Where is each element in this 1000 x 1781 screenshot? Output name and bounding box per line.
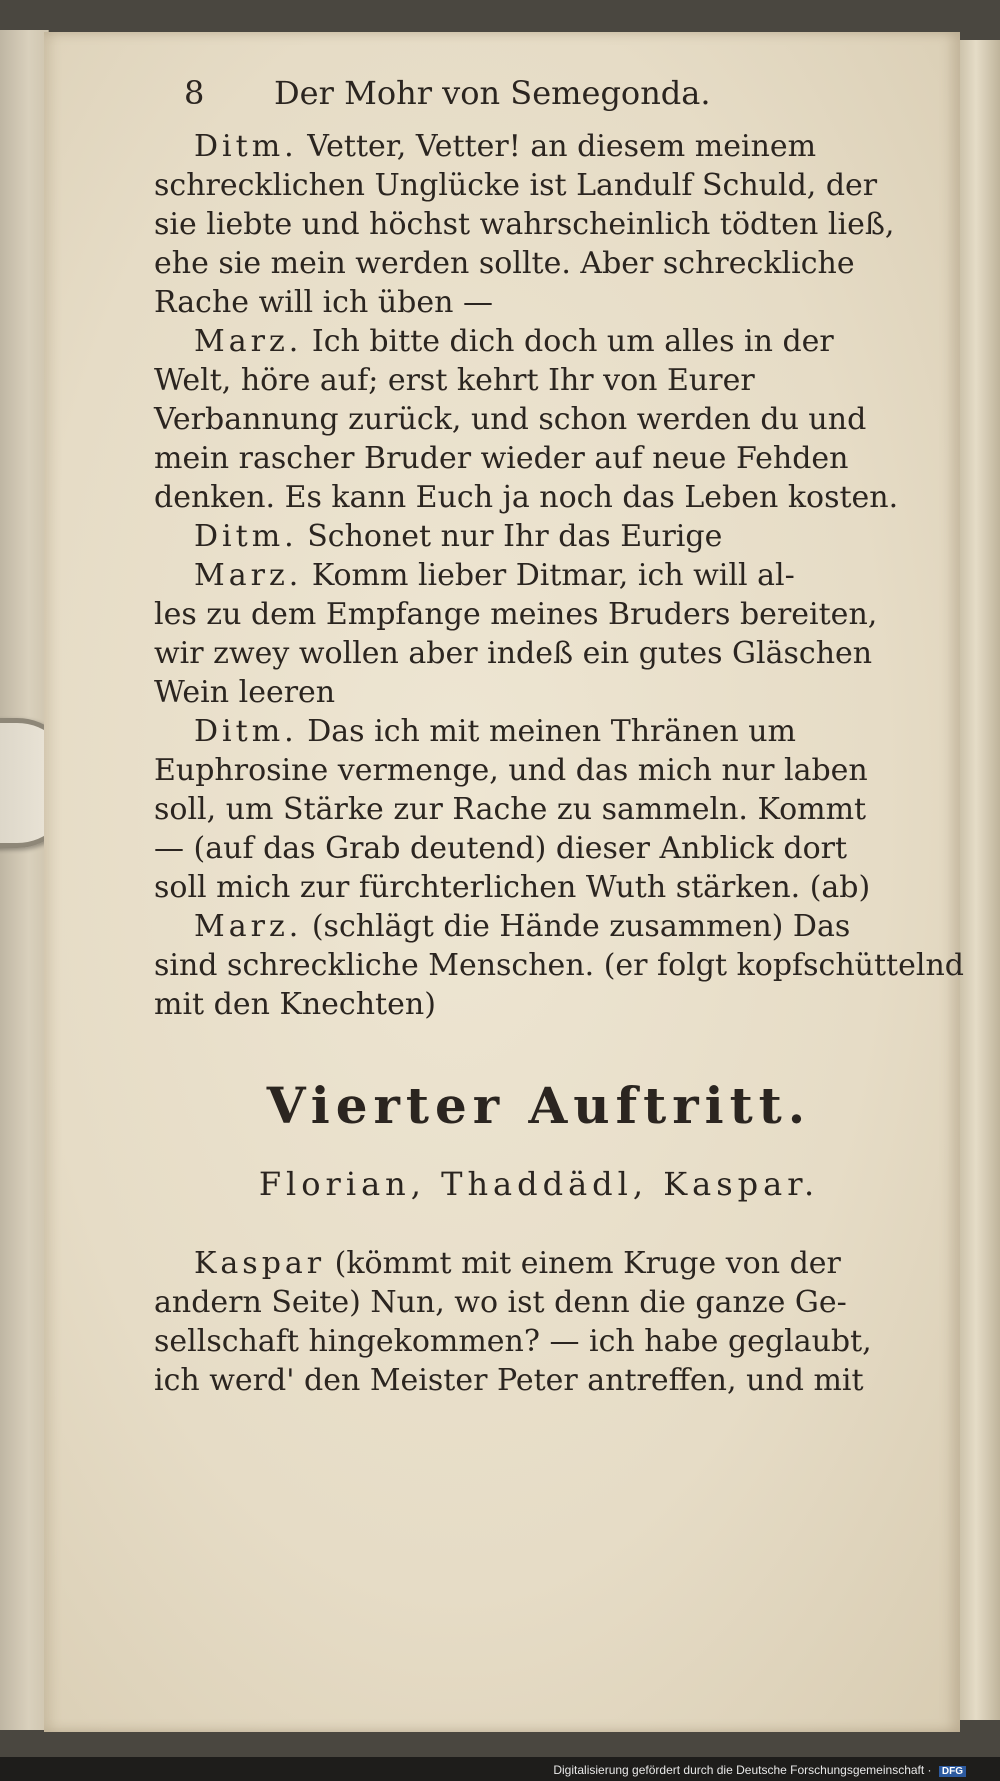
text-line: [154, 634, 924, 673]
line-text: sellschaft hingekommen? — ich habe geglaubt,: [154, 1324, 872, 1359]
line-text: Ich bitte dich doch um alles in der: [311, 324, 834, 359]
text-line: [154, 1361, 924, 1400]
running-title: Der Mohr von Semegonda.: [274, 74, 711, 112]
book-left-edge: [0, 30, 49, 1730]
text-line: [154, 322, 924, 361]
line-text: soll, um Stärke zur Rache zu sammeln. Kommt: [154, 792, 867, 827]
book-page: [44, 32, 964, 1732]
line-text: mein rascher Bruder wieder auf neue Fehden: [154, 441, 849, 476]
text-line: [154, 712, 924, 751]
line-text: soll mich zur fürchterlichen Wuth stärken. (ab): [154, 870, 871, 905]
text-line: [154, 751, 924, 790]
line-text: denken. Es kann Euch ja noch das Leben kosten.: [154, 480, 899, 515]
text-line: [154, 244, 924, 283]
text-line: [154, 1322, 924, 1361]
line-text: — (auf das Grab deutend) dieser Anblick dort: [154, 831, 848, 866]
speaker-name: Kaspar: [194, 1246, 326, 1281]
speech-paragraph: [154, 907, 964, 1024]
line-text: Das ich mit meinen Thränen um: [307, 714, 796, 749]
text-line: [154, 166, 924, 205]
text-line: [154, 205, 924, 244]
speaker-name: Marz.: [194, 558, 303, 593]
text-line: [154, 400, 924, 439]
text-line: [154, 1283, 924, 1322]
speaker-name: Marz.: [194, 324, 303, 359]
line-text: (kömmt mit einem Kruge von der: [334, 1246, 841, 1281]
line-text: Wein leeren: [154, 675, 336, 710]
speaker-name: Ditm.: [194, 129, 298, 164]
speech-paragraph: [154, 127, 924, 322]
dfg-logo: DFG: [939, 1766, 966, 1777]
text-line: [154, 478, 924, 517]
text-line: [154, 985, 924, 1024]
text-line: [154, 439, 924, 478]
speech-paragraph: [154, 517, 924, 556]
text-line: [154, 907, 924, 946]
dialogue-block-1: [154, 127, 964, 1024]
text-line: [154, 556, 924, 595]
speech-paragraph: [154, 322, 924, 517]
line-text: Schonet nur Ihr das Eurige: [307, 519, 723, 554]
line-text: ehe sie mein werden sollte. Aber schreckliche: [154, 246, 855, 281]
line-text: wir zwey wollen aber indeß ein gutes Gläschen: [154, 636, 873, 671]
text-line: [154, 517, 924, 556]
text-line: [154, 673, 924, 712]
line-text: Welt, höre auf; erst kehrt Ihr von Eurer: [154, 363, 755, 398]
text-line: [154, 361, 924, 400]
line-text: mit den Knechten): [154, 987, 436, 1022]
line-text: andern Seite) Nun, wo ist denn die ganze Ge-: [154, 1285, 847, 1320]
text-line: [154, 790, 924, 829]
line-text: les zu dem Empfange meines Bruders bereiten,: [154, 597, 878, 632]
line-text: sie liebte und höchst wahrscheinlich tödten ließ,: [154, 207, 895, 242]
line-text: Euphrosine vermenge, und das mich nur laben: [154, 753, 868, 788]
page-number: 8: [184, 74, 205, 112]
text-line: [154, 595, 924, 634]
cast-list: Florian, Thaddädl, Kaspar.: [258, 1165, 820, 1203]
speaker-name: Ditm.: [194, 714, 298, 749]
line-text: ich werd' den Meister Peter antreffen, und mit: [154, 1363, 864, 1398]
page-text: [154, 74, 964, 1400]
speaker-name: Marz.: [194, 909, 303, 944]
running-head: [184, 74, 924, 113]
line-text: Vetter, Vetter! an diesem meinem: [307, 129, 817, 164]
book-right-edge: [960, 40, 1000, 1720]
speaker-name: Ditm.: [194, 519, 298, 554]
line-text: schrecklichen Unglücke ist Landulf Schuld, der: [154, 168, 878, 203]
text-line: [154, 127, 924, 166]
line-text: Komm lieber Ditmar, ich will al-: [311, 558, 795, 593]
scene-title: Vierter Auftritt.: [266, 1076, 812, 1135]
footer-bar: [0, 1757, 1000, 1781]
funding-credit-text: Digitalisierung gefördert durch die Deutsche Forschungsgemeinschaft ·: [553, 1763, 932, 1777]
funding-credit: [553, 1763, 966, 1777]
text-line: [154, 1244, 924, 1283]
text-line: [154, 946, 964, 985]
speech-paragraph: [154, 556, 924, 712]
line-text: (schlägt die Hände zusammen) Das: [311, 909, 851, 944]
text-line: [154, 868, 924, 907]
line-text: Rache will ich üben —: [154, 285, 493, 320]
text-line: [154, 829, 924, 868]
speech-paragraph: [154, 1244, 924, 1400]
text-line: [154, 283, 924, 322]
speech-paragraph: [154, 712, 924, 907]
line-text: sind schreckliche Menschen. (er folgt kopfschüttelnd: [154, 948, 964, 983]
line-text: Verbannung zurück, und schon werden du und: [154, 402, 867, 437]
dialogue-block-2: [154, 1244, 924, 1400]
